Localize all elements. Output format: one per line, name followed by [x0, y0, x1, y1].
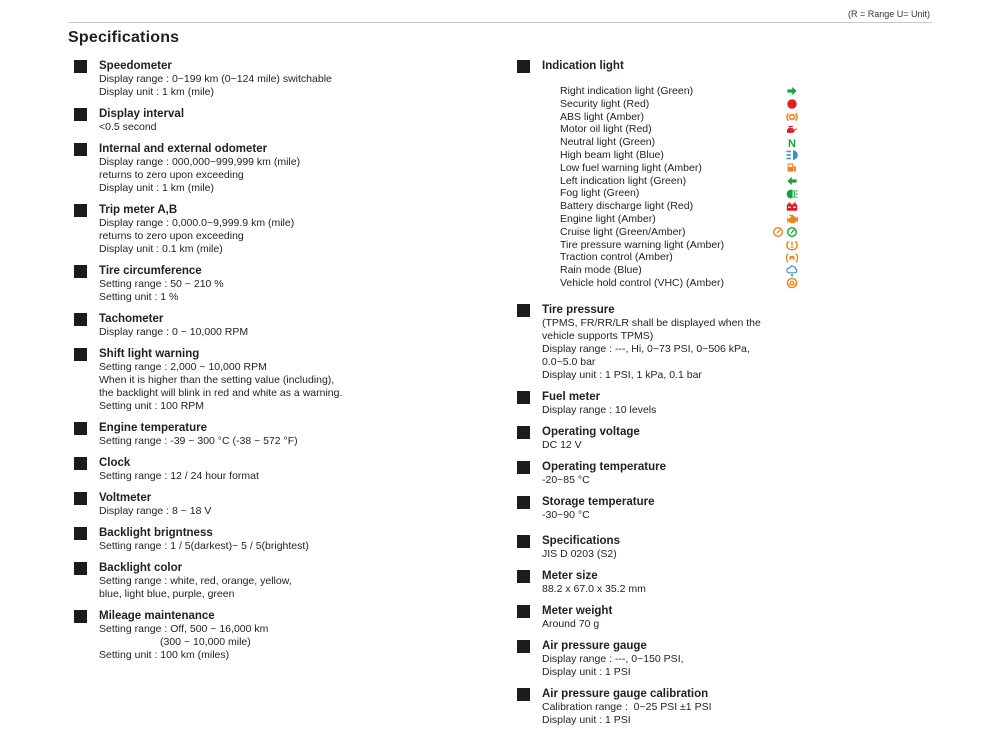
spec-item-speedometer	[74, 60, 484, 99]
spec-item-title: Air pressure gauge calibration	[542, 687, 709, 700]
spec-item-title: Backlight color	[99, 562, 183, 574]
spec-item-line: returns to zero upon exceeding	[99, 169, 244, 181]
spec-item-title: Indication light	[542, 60, 624, 72]
bullet-square-icon	[74, 457, 87, 470]
spec-item-line: Display range : ---, Hi, 0~73 PSI, 0~506 kPa,	[542, 342, 750, 355]
spec-item-line: Display unit : 1 km (mile)	[99, 182, 214, 194]
high-beam-icon	[786, 149, 798, 161]
spec-item-line: Display unit : 0.1 km (mile)	[99, 243, 223, 255]
spec-item-indication-light	[517, 60, 967, 290]
bullet-square-icon	[517, 570, 530, 583]
bullet-square-icon	[74, 143, 87, 156]
indication-row	[560, 213, 798, 226]
spec-item-line: Setting range : 50 ~ 210 %	[99, 278, 224, 290]
indication-label: Security light (Red)	[560, 97, 650, 110]
bullet-square-icon	[74, 348, 87, 361]
spec-item-title: Mileage maintenance	[99, 610, 215, 622]
cruise-gauge-green-icon	[786, 226, 798, 238]
bullet-square-icon	[74, 60, 87, 73]
indication-row	[560, 175, 798, 188]
bullet-square-icon	[517, 391, 530, 404]
indication-label: Cruise light (Green/Amber)	[560, 225, 686, 238]
spec-item-title: Fuel meter	[542, 390, 601, 403]
header-rule	[68, 22, 932, 23]
bullet-square-icon	[74, 204, 87, 217]
bullet-square-icon	[74, 313, 87, 326]
indication-row	[560, 85, 798, 98]
spec-item-title: Engine temperature	[99, 422, 207, 434]
spec-item-line: Display range : 0,000.0~9,999.9 km (mile)	[99, 217, 295, 229]
spec-item-line: (300 ~ 10,000 mile)	[160, 636, 251, 648]
spec-item-title: Tire circumference	[99, 265, 202, 277]
spec-item-backlight-color	[74, 562, 484, 601]
indication-row	[560, 277, 798, 290]
svg-text:N: N	[788, 137, 796, 149]
vhc-icon	[786, 277, 798, 289]
spec-item-line: Setting range : Off, 500 ~ 16,000 km	[99, 623, 269, 635]
spec-item-title: Meter size	[542, 569, 598, 582]
bullet-square-icon	[517, 688, 530, 701]
spec-item-mileage-maintenance	[74, 610, 484, 662]
indication-row	[560, 136, 798, 149]
spec-item-title: Specifications	[542, 534, 620, 547]
spec-item-line: Display unit : 1 km (mile)	[99, 86, 214, 98]
right-column	[517, 60, 967, 736]
indication-label: Battery discharge light (Red)	[560, 200, 694, 213]
spec-item-standard	[517, 535, 967, 561]
spec-item-line: (TPMS, FR/RR/LR shall be displayed when the	[542, 316, 761, 329]
spec-item-line: Setting range : 1 / 5(darkest)~ 5 / 5(brightest)	[99, 540, 309, 552]
spec-item-line: Setting unit : 100 km (miles)	[99, 649, 230, 661]
spec-item-storage-temperature	[517, 496, 967, 522]
bullet-square-icon	[517, 60, 530, 73]
spec-item-line: Display unit : 1 PSI	[542, 665, 631, 678]
spec-item-line: -30~90 °C	[542, 508, 590, 521]
legend-note: (R = Range U= Unit)	[847, 9, 930, 19]
spec-item-title: Air pressure gauge	[542, 639, 647, 652]
spec-item-title: Operating voltage	[542, 425, 640, 438]
spec-item-line: Setting range : -39 ~ 300 °C (-38 ~ 572 °F)	[99, 435, 298, 447]
engine-icon	[786, 213, 798, 225]
traction-control-icon	[786, 252, 798, 264]
spec-item-title: Internal and external odometer	[99, 143, 268, 155]
spec-item-title: Tachometer	[99, 313, 164, 325]
spec-item-meter-size	[517, 570, 967, 596]
spec-item-line: -20~85 °C	[542, 473, 590, 486]
indication-label: Rain mode (Blue)	[560, 264, 642, 277]
neutral-n-icon	[786, 137, 798, 149]
indication-label: Motor oil light (Red)	[560, 123, 652, 136]
spec-item-line: Display unit : 1 PSI	[542, 713, 631, 726]
spec-item-air-pressure-gauge	[517, 640, 967, 679]
bullet-square-icon	[517, 535, 530, 548]
spec-item-fuel-meter	[517, 391, 967, 417]
indication-row	[560, 162, 798, 175]
spec-item-backlight-brightness	[74, 527, 484, 553]
bullet-square-icon	[74, 610, 87, 623]
indication-light-list	[517, 85, 967, 290]
spec-item-line: Display unit : 1 PSI, 1 kPa, 0.1 bar	[542, 368, 702, 381]
spec-item-display-interval	[74, 108, 484, 134]
page-title: Specifications	[68, 29, 180, 46]
left-column	[74, 60, 484, 671]
indication-label: ABS light (Amber)	[560, 110, 645, 123]
spec-item-line: Display range : 0 ~ 10,000 RPM	[99, 326, 249, 338]
indication-label: Tire pressure warning light (Amber)	[560, 238, 725, 251]
rain-cloud-icon	[786, 265, 798, 277]
spec-item-line: Setting range : 2,000 ~ 10,000 RPM	[99, 361, 267, 373]
spec-item-line: Setting unit : 1 %	[99, 291, 179, 303]
spec-item-line: <0.5 second	[99, 121, 157, 133]
indication-label: Neutral light (Green)	[560, 136, 656, 149]
spec-item-title: Operating temperature	[542, 460, 666, 473]
indication-row	[560, 123, 798, 136]
indication-label: Left indication light (Green)	[560, 174, 687, 187]
indication-label: High beam light (Blue)	[560, 148, 664, 161]
spec-item-line: When it is higher than the setting value (including),	[99, 374, 335, 386]
spec-item-title: Tire pressure	[542, 303, 615, 316]
cruise-gauge-icons	[772, 226, 798, 238]
bullet-square-icon	[517, 496, 530, 509]
indication-label: Fog light (Green)	[560, 187, 640, 200]
spec-item-line: Display range : 8 ~ 18 V	[99, 505, 212, 517]
spec-item-clock	[74, 457, 484, 483]
spec-item-operating-voltage	[517, 426, 967, 452]
indication-row	[560, 251, 798, 264]
bullet-square-icon	[517, 640, 530, 653]
spec-item-line: 0.0~5.0 bar	[542, 355, 596, 368]
indication-row	[560, 187, 798, 200]
spec-item-title: Backlight brigntness	[99, 527, 213, 539]
spec-item-line: Display range : ---, 0~150 PSI,	[542, 652, 684, 665]
right-arrow-icon	[786, 85, 798, 97]
cruise-gauge-amber-icon	[772, 226, 784, 238]
spec-item-line: blue, light blue, purple, green	[99, 588, 235, 600]
spec-item-odometer	[74, 143, 484, 195]
spec-item-line: Around 70 g	[542, 617, 600, 630]
bullet-square-icon	[74, 108, 87, 121]
security-dot-icon	[786, 98, 798, 110]
spec-item-title: Trip meter A,B	[99, 204, 178, 216]
spec-item-tire-pressure	[517, 304, 967, 382]
bullet-square-icon	[517, 304, 530, 317]
spec-item-line: Calibration range : 0~25 PSI ±1 PSI	[542, 700, 712, 713]
left-arrow-icon	[786, 175, 798, 187]
spec-item-line: vehicle supports TPMS)	[542, 329, 654, 342]
spec-item-line: Display range : 0~199 km (0~124 mile) switchable	[99, 73, 332, 85]
spec-item-engine-temperature	[74, 422, 484, 448]
battery-icon	[786, 201, 798, 213]
bullet-square-icon	[517, 605, 530, 618]
spec-item-title: Meter weight	[542, 604, 613, 617]
spec-item-line: 88.2 x 67.0 x 35.2 mm	[542, 582, 646, 595]
spec-item-line: Display range : 000,000~999,999 km (mile)	[99, 156, 301, 168]
indication-label: Low fuel warning light (Amber)	[560, 161, 702, 174]
tpms-icon	[786, 239, 798, 251]
oil-can-icon	[786, 124, 798, 136]
indication-row	[560, 98, 798, 111]
spec-item-tachometer	[74, 313, 484, 339]
spec-item-title: Clock	[99, 457, 131, 469]
indication-row	[560, 239, 798, 252]
indication-row	[560, 111, 798, 124]
bullet-square-icon	[517, 426, 530, 439]
spec-item-title: Display interval	[99, 108, 185, 120]
spec-item-title: Storage temperature	[542, 495, 655, 508]
indication-row	[560, 149, 798, 162]
fuel-pump-icon	[786, 162, 798, 174]
spec-item-line: Setting range : white, red, orange, yellow,	[99, 575, 292, 587]
indication-row	[560, 226, 798, 239]
bullet-square-icon	[517, 461, 530, 474]
spec-item-meter-weight	[517, 605, 967, 631]
indication-label: Engine light (Amber)	[560, 212, 656, 225]
spec-item-line: the backlight will blink in red and white as a warning.	[99, 387, 343, 399]
bullet-square-icon	[74, 265, 87, 278]
spec-item-line: JIS D 0203 (S2)	[542, 547, 617, 560]
abs-icon	[786, 111, 798, 123]
spec-item-line: Setting unit : 100 RPM	[99, 400, 205, 412]
spec-item-title: Shift light warning	[99, 348, 200, 360]
indication-row	[560, 200, 798, 213]
indication-label: Right indication light (Green)	[560, 85, 694, 97]
spec-item-air-pressure-gauge-calibration	[517, 688, 967, 727]
spec-item-trip-meter	[74, 204, 484, 256]
indication-label: Vehicle hold control (VHC) (Amber)	[560, 276, 724, 289]
spec-item-title: Voltmeter	[99, 492, 152, 504]
indication-label: Traction control (Amber)	[560, 251, 673, 264]
spec-item-line: Setting range : 12 / 24 hour format	[99, 470, 259, 482]
spec-item-line: DC 12 V	[542, 438, 582, 451]
spec-item-operating-temperature	[517, 461, 967, 487]
fog-light-icon	[786, 188, 798, 200]
spec-item-tire-circumference	[74, 265, 484, 304]
bullet-square-icon	[74, 562, 87, 575]
bullet-square-icon	[74, 492, 87, 505]
spec-item-title: Speedometer	[99, 60, 172, 72]
indication-row	[560, 264, 798, 277]
spec-item-line: returns to zero upon exceeding	[99, 230, 244, 242]
spec-item-line: Display range : 10 levels	[542, 403, 657, 416]
bullet-square-icon	[74, 527, 87, 540]
bullet-square-icon	[74, 422, 87, 435]
spec-item-voltmeter	[74, 492, 484, 518]
spec-item-shift-light-warning	[74, 348, 484, 413]
